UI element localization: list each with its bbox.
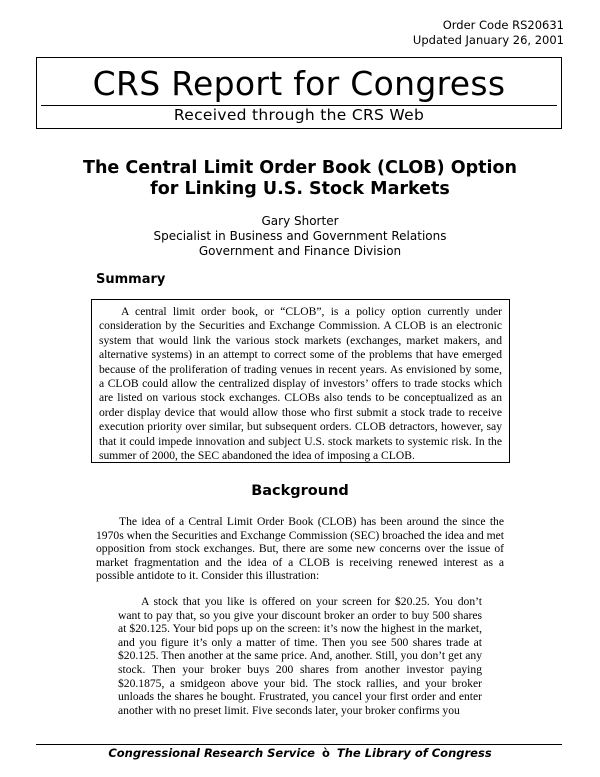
block-quote: A stock that you like is offered on your screen for $20.25. You don’t want to pay that, so you give your discount broker an order to buy 500 shares at $20.125. Your bid pops up on the screen: it’s now the highest in the market, and you figure it’s only a matter of time. Then you see 500 shares trade at $20.125. Then another at the same price. And, another. Still, you don’t get any stock. Then your broker buys 200 shares from another investor paying $20.1875, a smidgeon above your bid. The stock rallies, and your broker unloads the shares he bought. Frustrated, you cancel your first order and enter another with no preset limit. Five seconds later, your broker confirms you <box>118 595 482 717</box>
footer <box>0 746 600 760</box>
summary-text: A central limit order book, or “CLOB”, is a policy option currently under consideration by the Securities and Exchange Commission. A CLOB is an electronic system that would link the various stock markets (exchanges, market makers, and alternative systems) in an attempt to correct some of the problems that have emerged because of the proliferation of trading venues in recent years. As envisioned by some, a CLOB could allow the centralized display of investors’ offers to trade stocks which are listed on various stock exchanges. CLOBs also tends to be conceptualized as an order display device that would allow those who first submit a stock trade to receive execution priority over similar, but subsequent orders. CLOB detractors, however, say that it could impede innovation and subject U.S. stock markets to systemic risk. In the summer of 2000, the SEC abandoned the idea of imposing a CLOB. <box>99 305 502 463</box>
order-code: Order Code RS20631 <box>442 18 564 32</box>
footer-loc: The Library of Congress <box>336 746 492 760</box>
footer-divider <box>36 744 562 745</box>
author-block <box>60 214 540 259</box>
author-division: Government and Finance Division <box>198 244 402 258</box>
masthead <box>36 57 562 129</box>
document-title-line-2: for Linking U.S. Stock Markets <box>150 179 450 199</box>
author-name: Gary Shorter <box>261 214 339 228</box>
document-title-line-1: The Central Limit Order Book (CLOB) Option <box>83 158 517 178</box>
order-info <box>413 18 564 48</box>
updated-date: Updated January 26, 2001 <box>412 33 564 47</box>
footer-crs: Congressional Research Service <box>108 746 315 760</box>
document-title <box>60 158 540 200</box>
summary-box <box>91 299 510 463</box>
footer-separator-icon: ò <box>321 746 330 760</box>
masthead-subtitle: Received through the CRS Web <box>173 106 425 124</box>
author-title: Specialist in Business and Government Relations <box>153 229 447 243</box>
masthead-title: CRS Report for Congress <box>92 64 506 103</box>
background-heading: Background <box>251 483 349 499</box>
background-paragraph: The idea of a Central Limit Order Book (CLOB) has been around the since the 1970s when the Securities and Exchange Commission (SEC) broached the idea and met opposition from stock exchanges. But, there are some new concerns over the issue of market fragmentation and the idea of a CLOB is receiving renewed interest as a possible antidote to it. Consider this illustration: <box>96 515 504 583</box>
summary-heading: Summary <box>96 272 166 287</box>
